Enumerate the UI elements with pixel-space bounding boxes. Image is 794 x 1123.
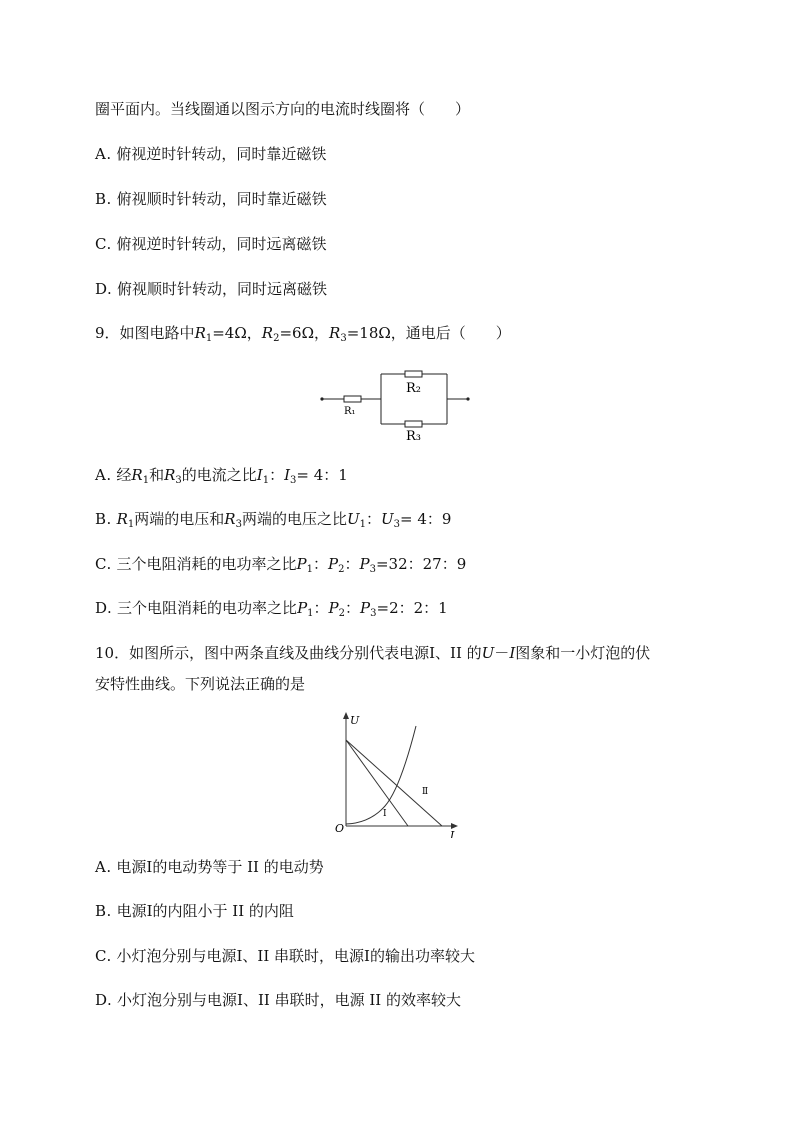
q10-option-c — [95, 946, 475, 966]
option-text: 电源Ⅰ的内阻小于 II 的内阻 — [116, 902, 294, 920]
value-r2: =6Ω， — [279, 324, 330, 342]
ui-graph — [330, 708, 462, 838]
bulb-curve — [346, 726, 416, 824]
text: =2：2：1 — [376, 599, 448, 617]
option-text: 俯视逆时针转动，同时靠近磁铁 — [116, 145, 327, 163]
label-r3: R₃ — [406, 429, 421, 443]
symbol: R — [164, 466, 176, 484]
text: ： — [365, 510, 381, 528]
subscript: 3 — [369, 564, 376, 575]
symbol-r3: R — [329, 324, 341, 342]
option-label: C. — [95, 235, 112, 253]
symbol-u: U — [481, 644, 495, 662]
text: ： — [269, 466, 285, 484]
option-label: A. — [95, 466, 112, 484]
q9-option-c — [95, 554, 466, 580]
subscript: 3 — [340, 333, 347, 344]
q9-option-d — [95, 598, 448, 624]
text: 三个电阻消耗的电功率之比 — [117, 599, 298, 617]
symbol: P — [359, 555, 370, 573]
q8-option-c — [95, 234, 327, 254]
symbol: U — [381, 510, 394, 528]
symbol: P — [360, 599, 371, 617]
q8-stem-tail: 圈平面内。当线圈通以图示方向的电流时线圈将（ ） — [95, 100, 471, 118]
option-text: 俯视顺时针转动，同时远离磁铁 — [117, 280, 328, 298]
text: 两端的电压和 — [134, 510, 225, 528]
stem-text: 如图电路中 — [119, 324, 195, 342]
text: =32：27：9 — [375, 555, 467, 573]
terminal-right — [466, 397, 469, 400]
text: 三个电阻消耗的电功率之比 — [116, 555, 297, 573]
subscript: 1 — [307, 608, 314, 619]
option-label: C. — [95, 947, 112, 965]
label-r2: R₂ — [406, 381, 421, 396]
y-axis-arrow — [343, 712, 349, 719]
stem-text: 图象和一小灯泡的伏 — [515, 644, 651, 662]
subscript: 3 — [393, 519, 401, 530]
symbol-r2: R — [261, 324, 274, 342]
subscript: 1 — [127, 519, 135, 530]
text: ： — [344, 555, 360, 573]
symbol: I — [256, 466, 263, 484]
line-source-2 — [346, 740, 442, 826]
y-axis-label: U — [350, 714, 360, 727]
origin-label: O — [335, 822, 345, 835]
subscript: 2 — [338, 608, 346, 619]
value-r1: =4Ω， — [212, 324, 262, 342]
symbol-r1: R — [194, 324, 206, 342]
symbol: P — [328, 555, 339, 573]
subscript: 1 — [306, 564, 313, 575]
q8-option-a — [95, 144, 326, 164]
subscript: 1 — [262, 475, 270, 486]
subscript: 3 — [370, 608, 377, 619]
stem-text: 如图所示，图中两条直线及曲线分别代表电源Ⅰ、II 的 — [129, 644, 482, 662]
text: 经 — [116, 466, 132, 484]
q10-option-a — [95, 857, 324, 877]
text: 的电流之比 — [181, 466, 257, 484]
resistor-r3 — [405, 421, 422, 427]
symbol: R — [131, 466, 143, 484]
subscript: 1 — [359, 519, 366, 530]
resistor-r2 — [405, 371, 422, 377]
option-label: D. — [95, 280, 113, 298]
circuit-diagram — [318, 368, 473, 443]
symbol: R — [116, 510, 128, 528]
text: = 4：1 — [296, 466, 348, 484]
subscript: 3 — [175, 475, 182, 486]
symbol: P — [328, 599, 339, 617]
option-label: B. — [95, 190, 112, 208]
q9-stem — [95, 323, 511, 349]
label-line-1: Ⅰ — [383, 809, 387, 819]
text: = 4：9 — [400, 510, 452, 528]
dash: － — [494, 644, 510, 662]
x-axis-label: I — [450, 829, 455, 838]
option-text: 小灯泡分别与电源Ⅰ、II 串联时，电源Ⅰ的输出功率较大 — [116, 947, 475, 965]
text: ： — [345, 599, 361, 617]
text: ： — [313, 599, 329, 617]
option-label: C. — [95, 555, 112, 573]
q8-option-b — [95, 189, 327, 209]
symbol: P — [296, 555, 307, 573]
q8-option-d — [95, 279, 327, 299]
option-text: 电源Ⅰ的电动势等于 II 的电动势 — [116, 858, 324, 876]
option-label: B. — [95, 510, 112, 528]
label-r1: R₁ — [344, 406, 356, 417]
subscript: 2 — [273, 333, 280, 344]
q9-option-b — [95, 509, 451, 535]
q10-stem-line1 — [95, 643, 650, 663]
text: ： — [312, 555, 328, 573]
subscript: 3 — [290, 475, 297, 486]
symbol: P — [297, 599, 308, 617]
option-label: A. — [95, 858, 112, 876]
option-label: D. — [95, 599, 113, 617]
q10-option-d — [95, 990, 461, 1010]
question-number: 10． — [95, 644, 130, 662]
option-text: 俯视逆时针转动，同时远离磁铁 — [116, 235, 327, 253]
subscript: 2 — [338, 564, 345, 575]
value-r3: =18Ω，通电后（ ） — [346, 324, 511, 342]
option-text: 小灯泡分别与电源Ⅰ、II 串联时，电源 II 的效率较大 — [117, 991, 461, 1009]
text: 两端的电压之比 — [241, 510, 347, 528]
subscript: 1 — [205, 333, 213, 344]
option-label: B. — [95, 902, 112, 920]
question-number: 9． — [95, 324, 120, 342]
label-line-2: Ⅱ — [422, 787, 429, 797]
text: 和 — [149, 466, 165, 484]
symbol: U — [346, 510, 360, 528]
symbol-i: I — [509, 644, 516, 662]
option-text: 俯视顺时针转动，同时靠近磁铁 — [116, 190, 327, 208]
q10-stem-line2: 安特性曲线。下列说法正确的是 — [95, 675, 306, 693]
subscript: 1 — [142, 475, 150, 486]
q9-option-a — [95, 465, 348, 491]
terminal-left — [320, 397, 323, 400]
symbol: R — [224, 510, 236, 528]
subscript: 3 — [235, 519, 242, 530]
symbol: I — [284, 466, 291, 484]
resistor-r1 — [344, 396, 361, 402]
q10-option-b — [95, 901, 294, 921]
option-label: A. — [95, 145, 112, 163]
option-label: D. — [95, 991, 113, 1009]
